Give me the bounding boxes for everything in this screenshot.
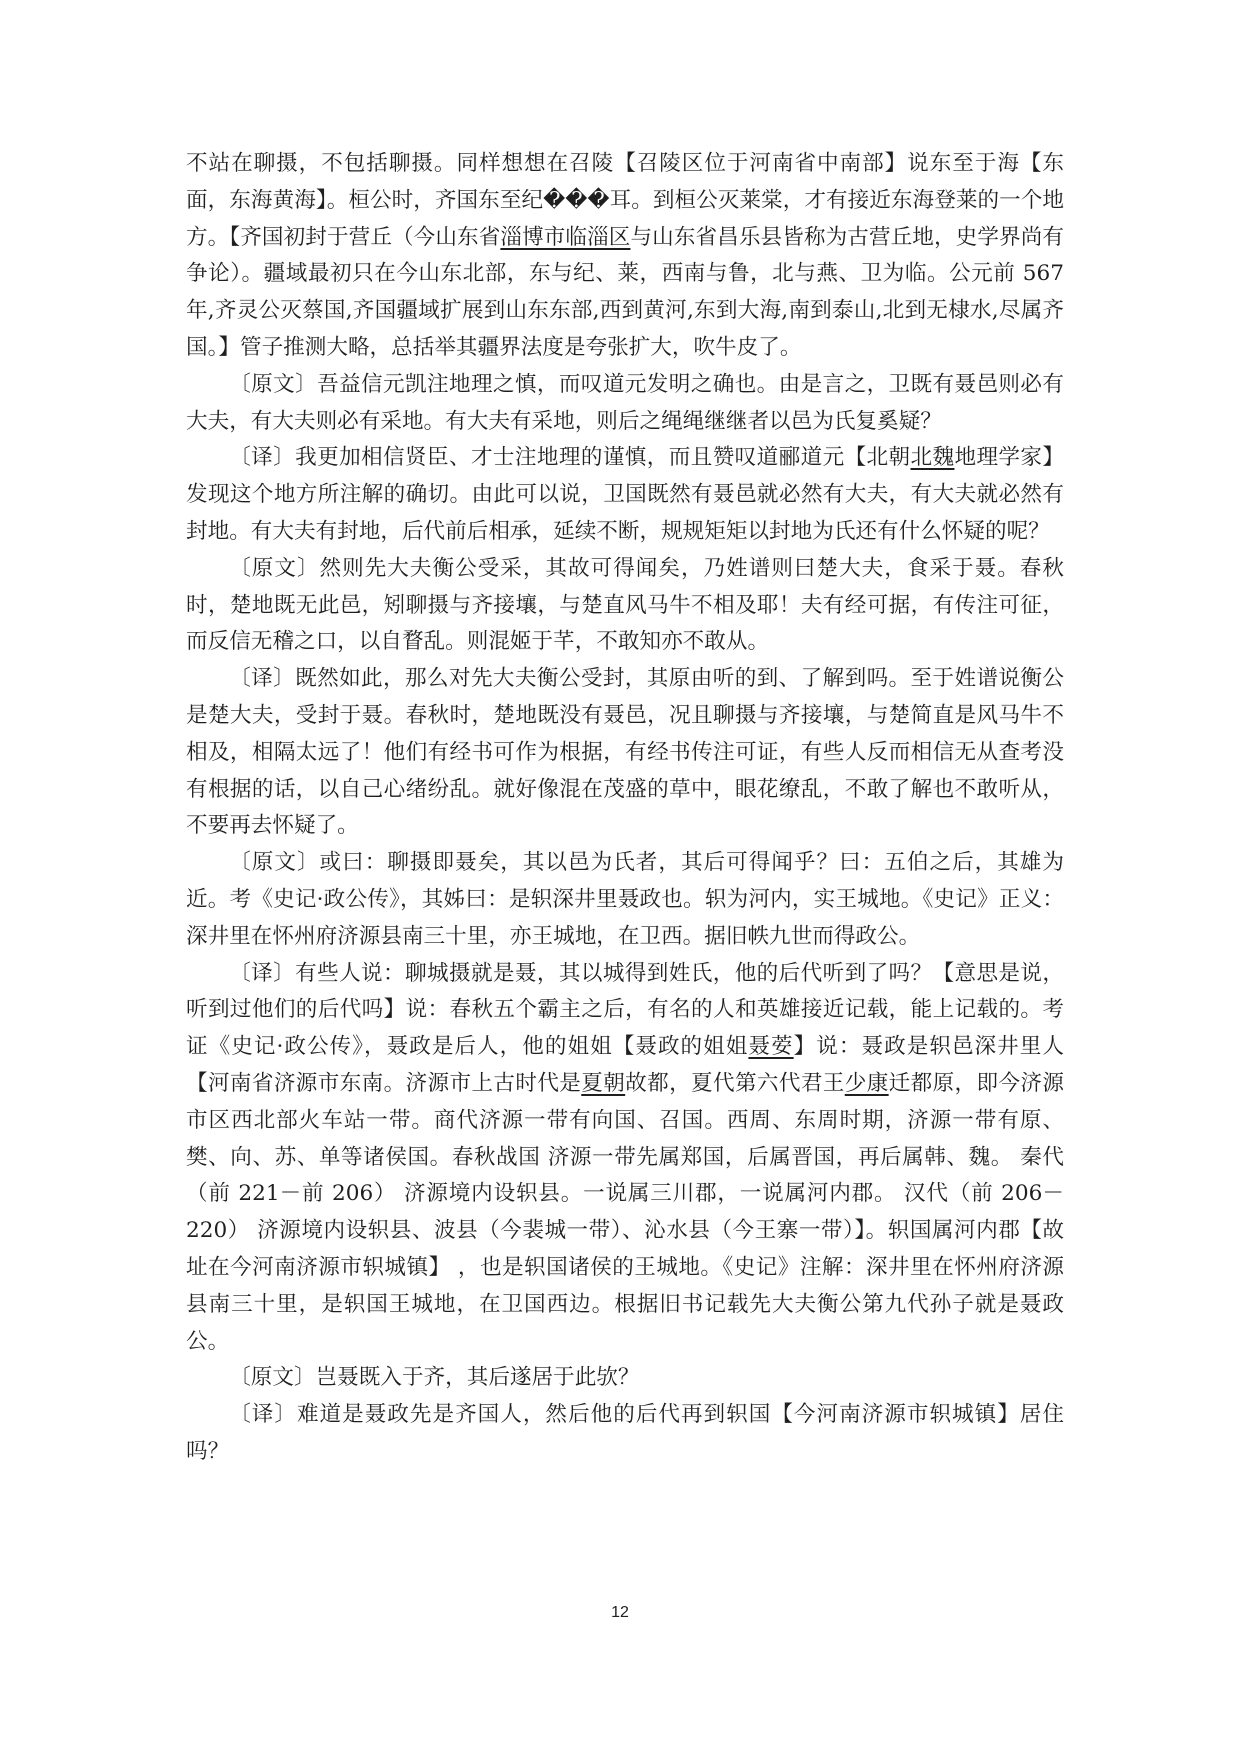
paragraph bbox=[186, 440, 1064, 550]
underlined-link-text: 北魏 bbox=[910, 445, 955, 471]
paragraph bbox=[186, 146, 1064, 367]
paragraph bbox=[186, 551, 1064, 661]
text-segment: 〔原文〕吾益信元凯注地理之慎，而叹道元发明之确也。由是言之，卫既有聂邑则必有大夫，有大夫则必有采地。有大夫有采地，则后之绳绳继继者以邑为氏复奚疑？ bbox=[186, 371, 1064, 434]
text-segment: 〔译〕我更加相信贤臣、才士注地理的谨慎，而且赞叹道郦道元【北朝 bbox=[229, 445, 911, 471]
body-text bbox=[186, 146, 1064, 1471]
text-segment: 〔原文〕或曰：聊摄即聂矣，其以邑为氏者，其后可得闻乎？曰：五伯之后，其雄为近。考《史记·政公传》，其姊曰：是轵深井里聂政也。轵为河内，实王城地。《史记》正义：深井里在怀州府济源县南三十里，亦王城地，在卫西。据旧帙九世而得政公。 bbox=[186, 850, 1064, 949]
text-segment: 】说：聂政是轵邑深井里人【河南省济源市东南。济源市上古时代是 bbox=[186, 1034, 1064, 1096]
underlined-link-text: 夏朝 bbox=[581, 1070, 626, 1096]
paragraph bbox=[186, 1360, 1064, 1397]
page-number: 12 bbox=[611, 1604, 629, 1621]
paragraph bbox=[186, 661, 1064, 845]
paragraph bbox=[186, 956, 1064, 1361]
text-segment: 〔译〕有些人说：聊城摄就是聂，其以城得到姓氏，他的后代听到了吗？【意思是说，听到过他们的后代吗】说：春秋五个霸主之后，有名的人和英雄接近记载，能上记载的。考证《史记·政公传》，聂政是后人，他的姐姐【聂政的姐姐 bbox=[186, 960, 1064, 1060]
paragraph bbox=[186, 845, 1064, 955]
text-segment: 〔译〕难道是聂政先是齐国人，然后他的后代再到轵国【今河南济源市轵城镇】居住吗？ bbox=[186, 1402, 1064, 1464]
underlined-link-text: 聂荌 bbox=[748, 1034, 794, 1060]
text-segment: 〔原文〕然则先大夫衡公受采，其故可得闻矣，乃姓谱则曰楚大夫，食采于聂。春秋时，楚地既无此邑，矧聊摄与齐接壤，与楚直风马牛不相及耶！夫有经可据，有传注可征，而反信无稽之口，以自瞀乱。则混姬于芊，不敢知亦不敢从。 bbox=[186, 555, 1064, 655]
text-segment: 故都，夏代第六代君王 bbox=[625, 1070, 845, 1096]
text-segment: 不站在聊摄，不包括聊摄。同样想想在召陵【召陵区位于河南省中南部】说东至于海【东面，东海黄海】。桓公时，齐国东至纪���耳。到桓公灭莱棠，才有接近东海登莱的一个地方。【齐国初封于营丘（今山东省 bbox=[186, 151, 1064, 250]
underlined-link-text: 少康 bbox=[844, 1070, 889, 1096]
paragraph bbox=[186, 1397, 1064, 1471]
text-segment: 〔原文〕岂聂既入于齐，其后遂居于此欤？ bbox=[229, 1365, 640, 1391]
text-segment: 〔译〕既然如此，那么对先大夫衡公受封，其原由听的到、了解到吗。至于姓谱说衡公是楚大夫，受封于聂。春秋时，楚地既没有聂邑，况且聊摄与齐接壤，与楚简直是风马牛不相及，相隔太远了！他们有经书可作为根据，有经书传注可证，有些人反而相信无从查考没有根据的话，以自己心绪纷乱。就好像混在茂盛的草中，眼花缭乱，不敢了解也不敢听从，不要再去怀疑了。 bbox=[186, 666, 1064, 839]
underlined-link-text: 淄博市临淄区 bbox=[500, 224, 631, 250]
paragraph bbox=[186, 367, 1064, 441]
text-segment: 与山东省昌乐县皆称为古营丘地，史学界尚有争论）。疆域最初只在今山东北部，东与纪、莱，西南与鲁，北与燕、卫为临。公元前 567 年,齐灵公灭蔡国,齐国疆域扩展到山东东部,西到黄河,东到大海,南到泰山,北到无棣水,尽属齐国。】管子推测大略，总括举其疆界法度是夸张扩大，吹牛皮了。 bbox=[186, 224, 1064, 360]
text-segment: 地理学家】发现这个地方所注解的确切。由此可以说，卫国既然有聂邑就必然有大夫，有大夫就必然有封地。有大夫有封地，后代前后相承，延续不断，规规矩矩以封地为氏还有什么怀疑的呢？ bbox=[186, 445, 1064, 544]
text-segment: 迁都原，即今济源市区西北部火车站一带。商代济源一带有向国、召国。西周、东周时期，济源一带有原、樊、向、苏、单等诸侯国。春秋战国 济源一带先属郑国，后属晋国，再后属韩、魏。 秦代（前 221－前 206） 济源境内设轵县。一说属三川郡，一说属河内郡。 汉代（前 206－220） 济源境内设轵县、波县（今裴城一带）、沁水县（今王寨一带）】。轵国属河内郡【故址在今河南济源市轵城镇】 ，也是轵国诸侯的王城地。《史记》注解：深井里在怀州府济源县南三十里，是轵国王城地，在卫国西边。根据旧书记载先大夫衡公第九代孙子就是聂政公。 bbox=[186, 1070, 1064, 1354]
